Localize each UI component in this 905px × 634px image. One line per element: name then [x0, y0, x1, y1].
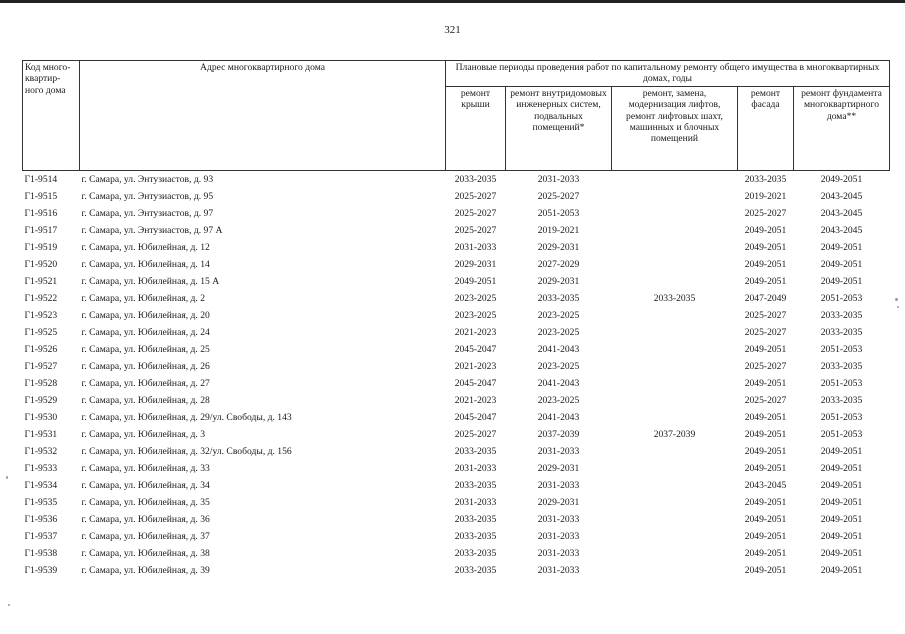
cell-address: г. Самара, ул. Юбилейная, д. 14	[81, 258, 210, 270]
cell-facade: 2025-2027	[744, 207, 787, 219]
cell-code: Г1-9527	[24, 360, 58, 372]
cell-foundation: 2051-2053	[820, 292, 863, 304]
cell-address: г. Самара, ул. Энтузиастов, д. 93	[81, 173, 214, 185]
cell-foundation: 2049-2051	[820, 462, 863, 474]
cell-facade: 2049-2051	[744, 513, 787, 525]
cell-foundation: 2049-2051	[820, 173, 863, 185]
cell-engineering: 2019-2021	[537, 224, 580, 236]
table-row	[23, 239, 890, 256]
cell-address: г. Самара, ул. Юбилейная, д. 36	[81, 513, 210, 525]
cell-lifts: 2033-2035	[653, 292, 696, 304]
cell-code: Г1-9517	[24, 224, 58, 236]
cell-engineering: 2031-2033	[537, 547, 580, 559]
cell-engineering: 2023-2025	[537, 309, 580, 321]
cell-foundation: 2033-2035	[820, 394, 863, 406]
cell-address: г. Самара, ул. Юбилейная, д. 2	[81, 292, 206, 304]
cell-code: Г1-9516	[24, 207, 58, 219]
cell-roof: 2033-2035	[454, 530, 497, 542]
cell-foundation: 2049-2051	[820, 530, 863, 542]
cell-lifts	[612, 188, 738, 205]
table-row	[23, 290, 890, 307]
cell-foundation: 2049-2051	[820, 496, 863, 508]
cell-lifts	[612, 205, 738, 222]
cell-roof: 2023-2025	[454, 309, 497, 321]
table-row	[23, 307, 890, 324]
cell-code: Г1-9521	[24, 275, 58, 287]
cell-lifts	[612, 222, 738, 239]
cell-code: Г1-9539	[24, 564, 58, 576]
cell-code: Г1-9532	[24, 445, 58, 457]
cell-facade: 2049-2051	[744, 428, 787, 440]
top-border-rule	[0, 0, 905, 3]
scan-speck	[6, 476, 8, 479]
cell-lifts	[612, 256, 738, 273]
table-row	[23, 358, 890, 375]
cell-foundation: 2049-2051	[820, 241, 863, 253]
cell-facade: 2049-2051	[744, 258, 787, 270]
cell-lifts	[612, 273, 738, 290]
cell-address: г. Самара, ул. Юбилейная, д. 39	[81, 564, 210, 576]
table-row	[23, 426, 890, 443]
cell-foundation: 2033-2035	[820, 360, 863, 372]
cell-foundation: 2049-2051	[820, 547, 863, 559]
cell-address: г. Самара, ул. Юбилейная, д. 12	[81, 241, 210, 253]
cell-lifts	[612, 170, 738, 188]
cell-engineering: 2037-2039	[537, 428, 580, 440]
table-row	[23, 375, 890, 392]
table-row	[23, 545, 890, 562]
cell-address: г. Самара, ул. Юбилейная, д. 32/ул. Свободы, д. 156	[81, 445, 292, 457]
cell-lifts	[612, 341, 738, 358]
cell-address: г. Самара, ул. Энтузиастов, д. 95	[81, 190, 214, 202]
cell-roof: 2031-2033	[454, 496, 497, 508]
table-row	[23, 170, 890, 188]
cell-address: г. Самара, ул. Юбилейная, д. 15 А	[81, 275, 220, 287]
cell-address: г. Самара, ул. Юбилейная, д. 20	[81, 309, 210, 321]
cell-foundation: 2049-2051	[820, 258, 863, 270]
cell-foundation: 2049-2051	[820, 445, 863, 457]
cell-code: Г1-9523	[24, 309, 58, 321]
cell-address: г. Самара, ул. Энтузиастов, д. 97	[81, 207, 214, 219]
cell-roof: 2021-2023	[454, 394, 497, 406]
cell-address: г. Самара, ул. Юбилейная, д. 38	[81, 547, 210, 559]
cell-facade: 2049-2051	[744, 377, 787, 389]
cell-engineering: 2027-2029	[537, 258, 580, 270]
cell-facade: 2049-2051	[744, 547, 787, 559]
cell-facade: 2025-2027	[744, 326, 787, 338]
cell-address: г. Самара, ул. Юбилейная, д. 33	[81, 462, 210, 474]
cell-code: Г1-9535	[24, 496, 58, 508]
cell-code: Г1-9537	[24, 530, 58, 542]
table-row	[23, 409, 890, 426]
cell-lifts	[612, 460, 738, 477]
cell-address: г. Самара, ул. Юбилейная, д. 35	[81, 496, 210, 508]
cell-code: Г1-9534	[24, 479, 58, 491]
cell-foundation: 2049-2051	[820, 479, 863, 491]
table-row	[23, 324, 890, 341]
cell-foundation: 2043-2045	[820, 190, 863, 202]
cell-engineering: 2031-2033	[537, 564, 580, 576]
cell-engineering: 2023-2025	[537, 360, 580, 372]
cell-code: Г1-9519	[24, 241, 58, 253]
cell-facade: 2025-2027	[744, 360, 787, 372]
page-number: 321	[444, 24, 461, 36]
cell-foundation: 2049-2051	[820, 275, 863, 287]
cell-engineering: 2029-2031	[537, 275, 580, 287]
cell-facade: 2049-2051	[744, 564, 787, 576]
cell-roof: 2021-2023	[454, 326, 497, 338]
cell-lifts	[612, 409, 738, 426]
cell-engineering: 2031-2033	[537, 513, 580, 525]
cell-engineering: 2051-2053	[537, 207, 580, 219]
table-body	[23, 170, 890, 579]
cell-foundation: 2049-2051	[820, 564, 863, 576]
cell-lifts	[612, 545, 738, 562]
header-address: Адрес многоквартирного дома	[80, 61, 446, 171]
cell-address: г. Самара, ул. Энтузиастов, д. 97 А	[81, 224, 223, 236]
cell-roof: 2033-2035	[454, 564, 497, 576]
table-row	[23, 460, 890, 477]
header-periods-group: Плановые периоды проведения работ по капитальному ремонту общего имущества в многоквартирных домах, годы	[446, 61, 890, 87]
header-foundation: ремонт фундамента многоквартирного дома**	[794, 86, 890, 170]
cell-engineering: 2031-2033	[537, 173, 580, 185]
cell-facade: 2047-2049	[744, 292, 787, 304]
cell-code: Г1-9536	[24, 513, 58, 525]
scan-speck	[8, 604, 10, 606]
cell-engineering: 2025-2027	[537, 190, 580, 202]
table-row	[23, 443, 890, 460]
cell-roof: 2033-2035	[454, 513, 497, 525]
cell-facade: 2049-2051	[744, 496, 787, 508]
cell-engineering: 2029-2031	[537, 462, 580, 474]
table-row	[23, 477, 890, 494]
cell-lifts	[612, 528, 738, 545]
table-row	[23, 528, 890, 545]
cell-code: Г1-9528	[24, 377, 58, 389]
cell-lifts	[612, 511, 738, 528]
cell-address: г. Самара, ул. Юбилейная, д. 28	[81, 394, 210, 406]
cell-code: Г1-9526	[24, 343, 58, 355]
cell-facade: 2049-2051	[744, 530, 787, 542]
cell-code: Г1-9522	[24, 292, 58, 304]
cell-address: г. Самара, ул. Юбилейная, д. 25	[81, 343, 210, 355]
cell-lifts: 2037-2039	[653, 428, 696, 440]
cell-roof: 2031-2033	[454, 241, 497, 253]
cell-facade: 2043-2045	[744, 479, 787, 491]
cell-lifts	[612, 239, 738, 256]
cell-foundation: 2051-2053	[820, 411, 863, 423]
cell-engineering: 2031-2033	[537, 445, 580, 457]
cell-code: Г1-9538	[24, 547, 58, 559]
capital-repair-table	[22, 60, 890, 579]
cell-foundation: 2051-2053	[820, 343, 863, 355]
cell-lifts	[612, 494, 738, 511]
cell-foundation: 2051-2053	[820, 428, 863, 440]
cell-code: Г1-9525	[24, 326, 58, 338]
cell-facade: 2049-2051	[744, 224, 787, 236]
header-lifts: ремонт, замена, модернизация лифтов, ремонт лифтовых шахт, машинных и блочных помещений	[612, 86, 738, 170]
cell-engineering: 2023-2025	[537, 326, 580, 338]
cell-engineering: 2029-2031	[537, 241, 580, 253]
cell-roof: 2025-2027	[454, 207, 497, 219]
cell-roof: 2045-2047	[454, 411, 497, 423]
cell-roof: 2029-2031	[454, 258, 497, 270]
cell-lifts	[612, 477, 738, 494]
cell-facade: 2025-2027	[744, 309, 787, 321]
cell-roof: 2025-2027	[454, 428, 497, 440]
cell-code: Г1-9515	[24, 190, 58, 202]
cell-facade: 2049-2051	[744, 275, 787, 287]
header-roof: ремонт крыши	[446, 86, 506, 170]
cell-facade: 2049-2051	[744, 445, 787, 457]
cell-code: Г1-9529	[24, 394, 58, 406]
cell-code: Г1-9531	[24, 428, 58, 440]
table-row	[23, 188, 890, 205]
table-row	[23, 511, 890, 528]
cell-facade: 2049-2051	[744, 462, 787, 474]
cell-roof: 2025-2027	[454, 190, 497, 202]
cell-roof: 2033-2035	[454, 479, 497, 491]
cell-address: г. Самара, ул. Юбилейная, д. 37	[81, 530, 210, 542]
cell-address: г. Самара, ул. Юбилейная, д. 27	[81, 377, 210, 389]
cell-engineering: 2033-2035	[537, 292, 580, 304]
cell-roof: 2021-2023	[454, 360, 497, 372]
table-row	[23, 494, 890, 511]
table-row	[23, 562, 890, 579]
cell-roof: 2031-2033	[454, 462, 497, 474]
table-header	[23, 61, 890, 171]
cell-lifts	[612, 375, 738, 392]
cell-lifts	[612, 358, 738, 375]
cell-roof: 2033-2035	[454, 547, 497, 559]
cell-engineering: 2031-2033	[537, 530, 580, 542]
cell-facade: 2025-2027	[744, 394, 787, 406]
cell-foundation: 2033-2035	[820, 326, 863, 338]
cell-roof: 2045-2047	[454, 377, 497, 389]
cell-engineering: 2041-2043	[537, 377, 580, 389]
cell-roof: 2033-2035	[454, 445, 497, 457]
cell-address: г. Самара, ул. Юбилейная, д. 3	[81, 428, 206, 440]
cell-roof: 2049-2051	[454, 275, 497, 287]
header-code: Код много-квартир-ного дома	[23, 61, 80, 171]
cell-roof: 2045-2047	[454, 343, 497, 355]
cell-roof: 2023-2025	[454, 292, 497, 304]
cell-engineering: 2023-2025	[537, 394, 580, 406]
table-row	[23, 256, 890, 273]
cell-engineering: 2031-2033	[537, 479, 580, 491]
header-engineering: ремонт внутридомовых инженерных систем, подвальных помещений*	[506, 86, 612, 170]
cell-lifts	[612, 307, 738, 324]
cell-facade: 2049-2051	[744, 411, 787, 423]
cell-lifts	[612, 562, 738, 579]
cell-lifts	[612, 392, 738, 409]
cell-code: Г1-9533	[24, 462, 58, 474]
table-row	[23, 205, 890, 222]
cell-engineering: 2041-2043	[537, 411, 580, 423]
table-row	[23, 341, 890, 358]
cell-address: г. Самара, ул. Юбилейная, д. 26	[81, 360, 210, 372]
cell-lifts	[612, 324, 738, 341]
cell-engineering: 2029-2031	[537, 496, 580, 508]
cell-foundation: 2051-2053	[820, 377, 863, 389]
cell-address: г. Самара, ул. Юбилейная, д. 29/ул. Свободы, д. 143	[81, 411, 292, 423]
cell-lifts	[612, 443, 738, 460]
cell-foundation: 2043-2045	[820, 224, 863, 236]
cell-engineering: 2041-2043	[537, 343, 580, 355]
cell-facade: 2049-2051	[744, 343, 787, 355]
cell-roof: 2025-2027	[454, 224, 497, 236]
scan-speck	[897, 306, 899, 308]
cell-address: г. Самара, ул. Юбилейная, д. 34	[81, 479, 210, 491]
cell-foundation: 2043-2045	[820, 207, 863, 219]
table-row	[23, 392, 890, 409]
cell-roof: 2033-2035	[454, 173, 497, 185]
cell-facade: 2033-2035	[744, 173, 787, 185]
cell-foundation: 2033-2035	[820, 309, 863, 321]
cell-foundation: 2049-2051	[820, 513, 863, 525]
cell-code: Г1-9520	[24, 258, 58, 270]
cell-facade: 2049-2051	[744, 241, 787, 253]
table-row	[23, 222, 890, 239]
cell-code: Г1-9530	[24, 411, 58, 423]
table-row	[23, 273, 890, 290]
cell-facade: 2019-2021	[744, 190, 787, 202]
header-facade: ремонт фасада	[738, 86, 794, 170]
cell-address: г. Самара, ул. Юбилейная, д. 24	[81, 326, 210, 338]
cell-code: Г1-9514	[24, 173, 58, 185]
scan-speck	[895, 298, 898, 301]
